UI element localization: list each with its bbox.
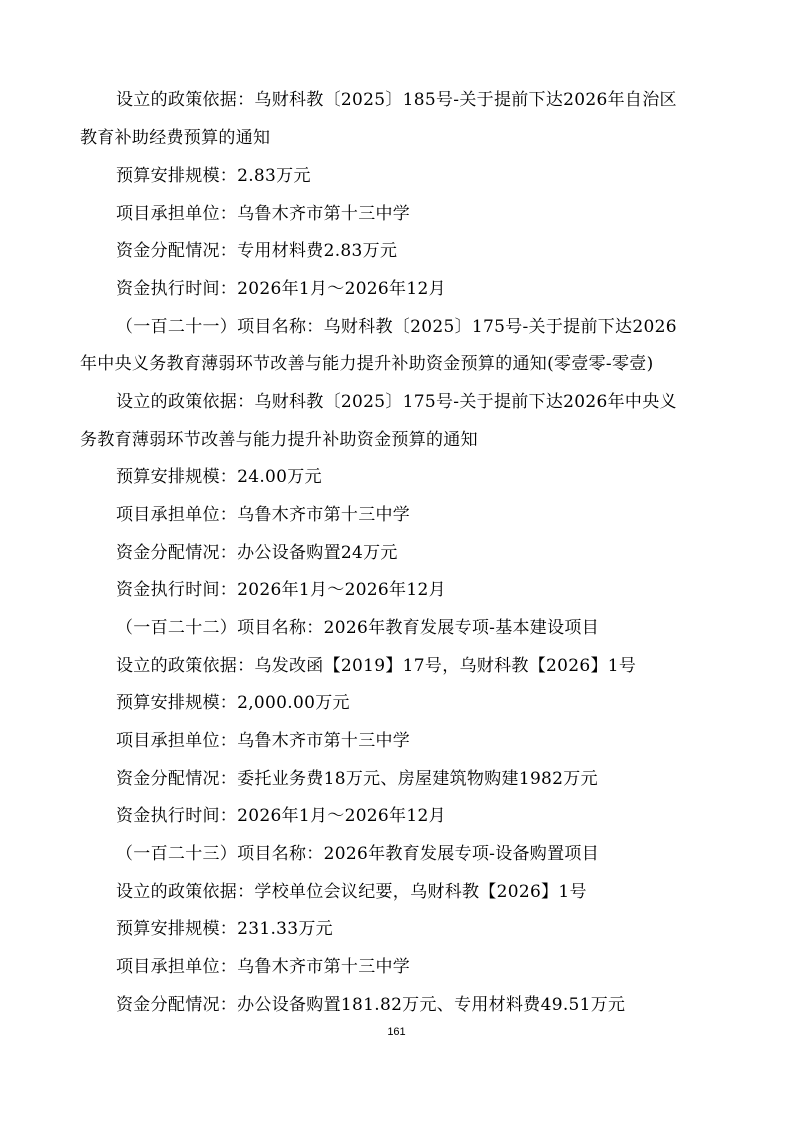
- text-line: 设立的政策依据：学校单位会议纪要，乌财科教【2026】1号: [116, 882, 587, 902]
- text-line: 设立的政策依据：乌财科教〔2025〕185号-关于提前下达2026年自治区: [116, 90, 677, 110]
- text-line: 年中央义务教育薄弱环节改善与能力提升补助资金预算的通知(零壹零-零壹): [80, 354, 654, 374]
- text-line: （一百二十一）项目名称：乌财科教〔2025〕175号-关于提前下达2026: [116, 317, 677, 337]
- text-line: 资金分配情况：办公设备购置24万元: [116, 543, 398, 563]
- page-number: 161: [387, 1026, 406, 1038]
- text-line: 项目承担单位：乌鲁木齐市第十三中学: [116, 731, 411, 751]
- text-line: 资金执行时间：2026年1月～2026年12月: [116, 279, 446, 299]
- text-line: 设立的政策依据：乌财科教〔2025〕175号-关于提前下达2026年中央义: [116, 392, 677, 412]
- text-line: 资金执行时间：2026年1月～2026年12月: [116, 806, 446, 826]
- text-line: （一百二十二）项目名称：2026年教育发展专项-基本建设项目: [116, 618, 600, 638]
- text-line: 设立的政策依据：乌发改函【2019】17号，乌财科教【2026】1号: [116, 656, 637, 676]
- text-line: 预算安排规模：2.83万元: [116, 166, 311, 186]
- text-line: 资金分配情况：委托业务费18万元、房屋建筑物购建1982万元: [116, 769, 598, 789]
- text-line: 资金分配情况：办公设备购置181.82万元、专用材料费49.51万元: [116, 995, 626, 1015]
- text-line: 预算安排规模：24.00万元: [116, 467, 322, 487]
- text-line: 资金分配情况：专用材料费2.83万元: [116, 241, 398, 261]
- text-line: （一百二十三）项目名称：2026年教育发展专项-设备购置项目: [116, 844, 600, 864]
- text-line: 预算安排规模：2,000.00万元: [116, 693, 350, 713]
- text-line: 项目承担单位：乌鲁木齐市第十三中学: [116, 204, 411, 224]
- text-line: 教育补助经费预算的通知: [80, 128, 271, 148]
- text-line: 项目承担单位：乌鲁木齐市第十三中学: [116, 957, 411, 977]
- text-line: 资金执行时间：2026年1月～2026年12月: [116, 580, 446, 600]
- text-line: 务教育薄弱环节改善与能力提升补助资金预算的通知: [80, 430, 478, 450]
- text-line: 预算安排规模：231.33万元: [116, 919, 333, 939]
- text-line: 项目承担单位：乌鲁木齐市第十三中学: [116, 505, 411, 525]
